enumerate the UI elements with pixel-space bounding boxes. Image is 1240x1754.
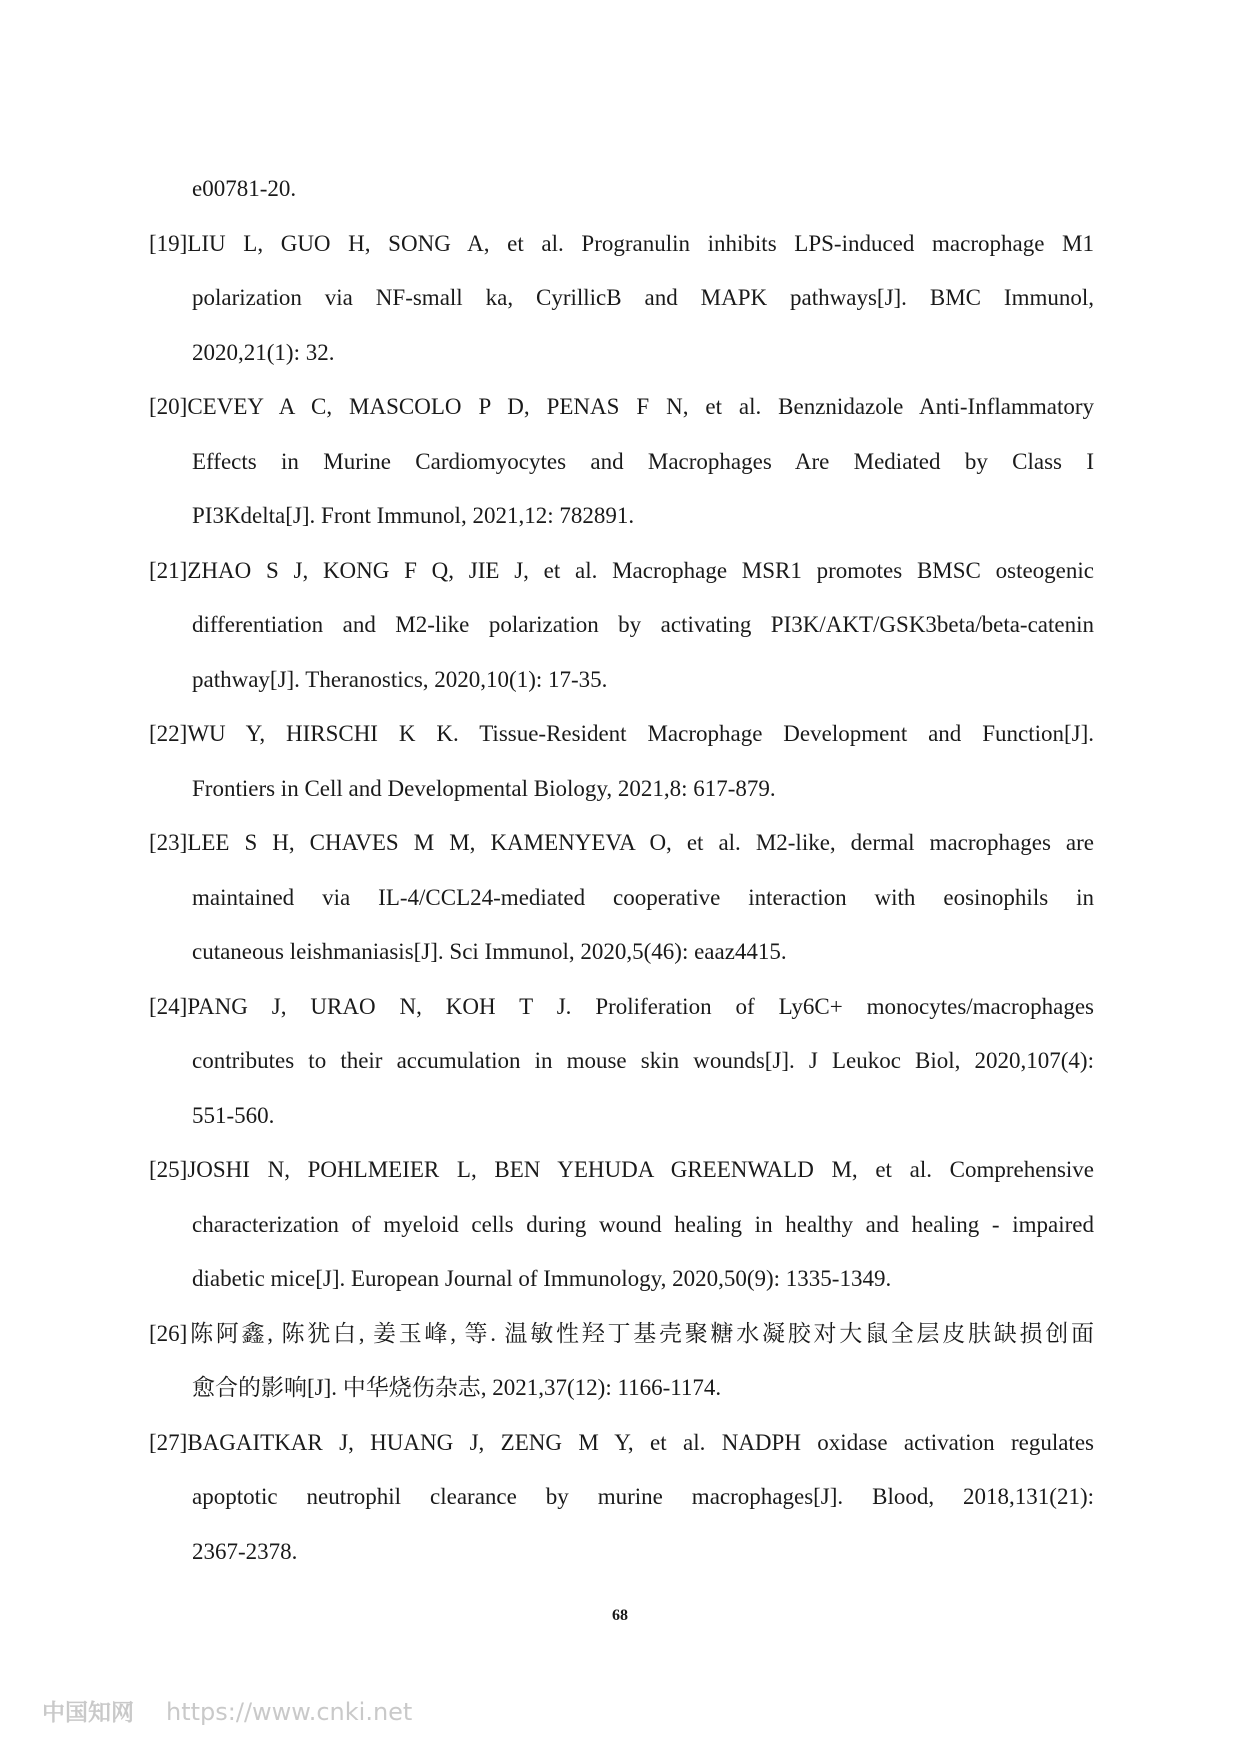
reference-line: maintained via IL-4/CCL24-mediated cooperative interaction with eosinophils in	[192, 884, 1094, 910]
reference-first-line: [27]BAGAITKAR J, HUANG J, ZENG M Y, et al. NADPH oxidase activation regulates	[149, 1429, 1094, 1455]
reference-item	[149, 707, 1094, 816]
reference-line: Effects in Murine Cardiomyocytes and Macrophages Are Mediated by Class I	[192, 448, 1094, 474]
reference-line: pathway[J]. Theranostics, 2020,10(1): 17-35.	[192, 666, 608, 692]
reference-first-line: [20]CEVEY A C, MASCOLO P D, PENAS F N, et al. Benznidazole Anti-Inflammatory	[149, 394, 1094, 419]
reference-first-line: [23]LEE S H, CHAVES M M, KAMENYEVA O, et al. M2-like, dermal macrophages are	[149, 830, 1094, 855]
reference-item	[149, 1307, 1094, 1416]
reference-first-line: [25]JOSHI N, POHLMEIER L, BEN YEHUDA GREENWALD M, et al. Comprehensive	[149, 1157, 1094, 1182]
reference-item	[149, 380, 1094, 544]
reference-line: PI3Kdelta[J]. Front Immunol, 2021,12: 782891.	[192, 503, 635, 528]
cnki-watermark	[42, 1694, 412, 1724]
reference-line: 2367-2378.	[192, 1538, 298, 1564]
reference-first-line: [26]陈阿鑫, 陈犹白, 姜玉峰, 等. 温敏性羟丁基壳聚糖水凝胶对大鼠全层皮肤缺损创面	[149, 1320, 1094, 1346]
reference-line: Frontiers in Cell and Developmental Biology, 2021,8: 617-879.	[192, 775, 776, 801]
reference-line: diabetic mice[J]. European Journal of Immunology, 2020,50(9): 1335-1349.	[192, 1266, 892, 1291]
reference-line: 551-560.	[192, 1102, 275, 1128]
watermark-url: https://www.cnki.net	[166, 1698, 413, 1726]
reference-first-line: [22]WU Y, HIRSCHI K K. Tissue-Resident Macrophage Development and Function[J].	[149, 721, 1094, 746]
reference-first-line: [21]ZHAO S J, KONG F Q, JIE J, et al. Macrophage MSR1 promotes BMSC osteogenic	[149, 557, 1094, 583]
reference-line: differentiation and M2-like polarization by activating PI3K/AKT/GSK3beta/beta-catenin	[192, 612, 1094, 637]
reference-item	[149, 1143, 1094, 1307]
reference-item	[149, 816, 1094, 980]
references	[149, 217, 1094, 1580]
reference-item	[149, 217, 1094, 381]
reference-item	[149, 980, 1094, 1144]
reference-list	[149, 162, 1094, 1579]
reference-line: apoptotic neutrophil clearance by murine macrophages[J]. Blood, 2018,131(21):	[192, 1484, 1094, 1509]
reference-item	[149, 544, 1094, 708]
reference-line: 愈合的影响[J]. 中华烧伤杂志, 2021,37(12): 1166-1174.	[192, 1375, 722, 1400]
reference-line: contributes to their accumulation in mouse skin wounds[J]. J Leukoc Biol, 2020,107(4):	[192, 1048, 1094, 1073]
reference-continuation: e00781-20.	[192, 176, 297, 201]
reference-first-line: [19]LIU L, GUO H, SONG A, et al. Progranulin inhibits LPS-induced macrophage M1	[149, 230, 1094, 256]
reference-line: polarization via NF-small ka, CyrillicB and MAPK pathways[J]. BMC Immunol,	[192, 285, 1094, 310]
reference-line: cutaneous leishmaniasis[J]. Sci Immunol, 2020,5(46): eaaz4415.	[192, 939, 787, 964]
page-number: 68	[612, 1607, 628, 1624]
reference-line: 2020,21(1): 32.	[192, 339, 335, 365]
reference-first-line: [24]PANG J, URAO N, KOH T J. Proliferation of Ly6C+ monocytes/macrophages	[149, 993, 1094, 1019]
watermark-logo-text: 中国知网	[42, 1700, 134, 1726]
reference-line: characterization of myeloid cells during wound healing in healthy and healing - impaired	[192, 1211, 1094, 1237]
reference-item	[149, 1416, 1094, 1580]
